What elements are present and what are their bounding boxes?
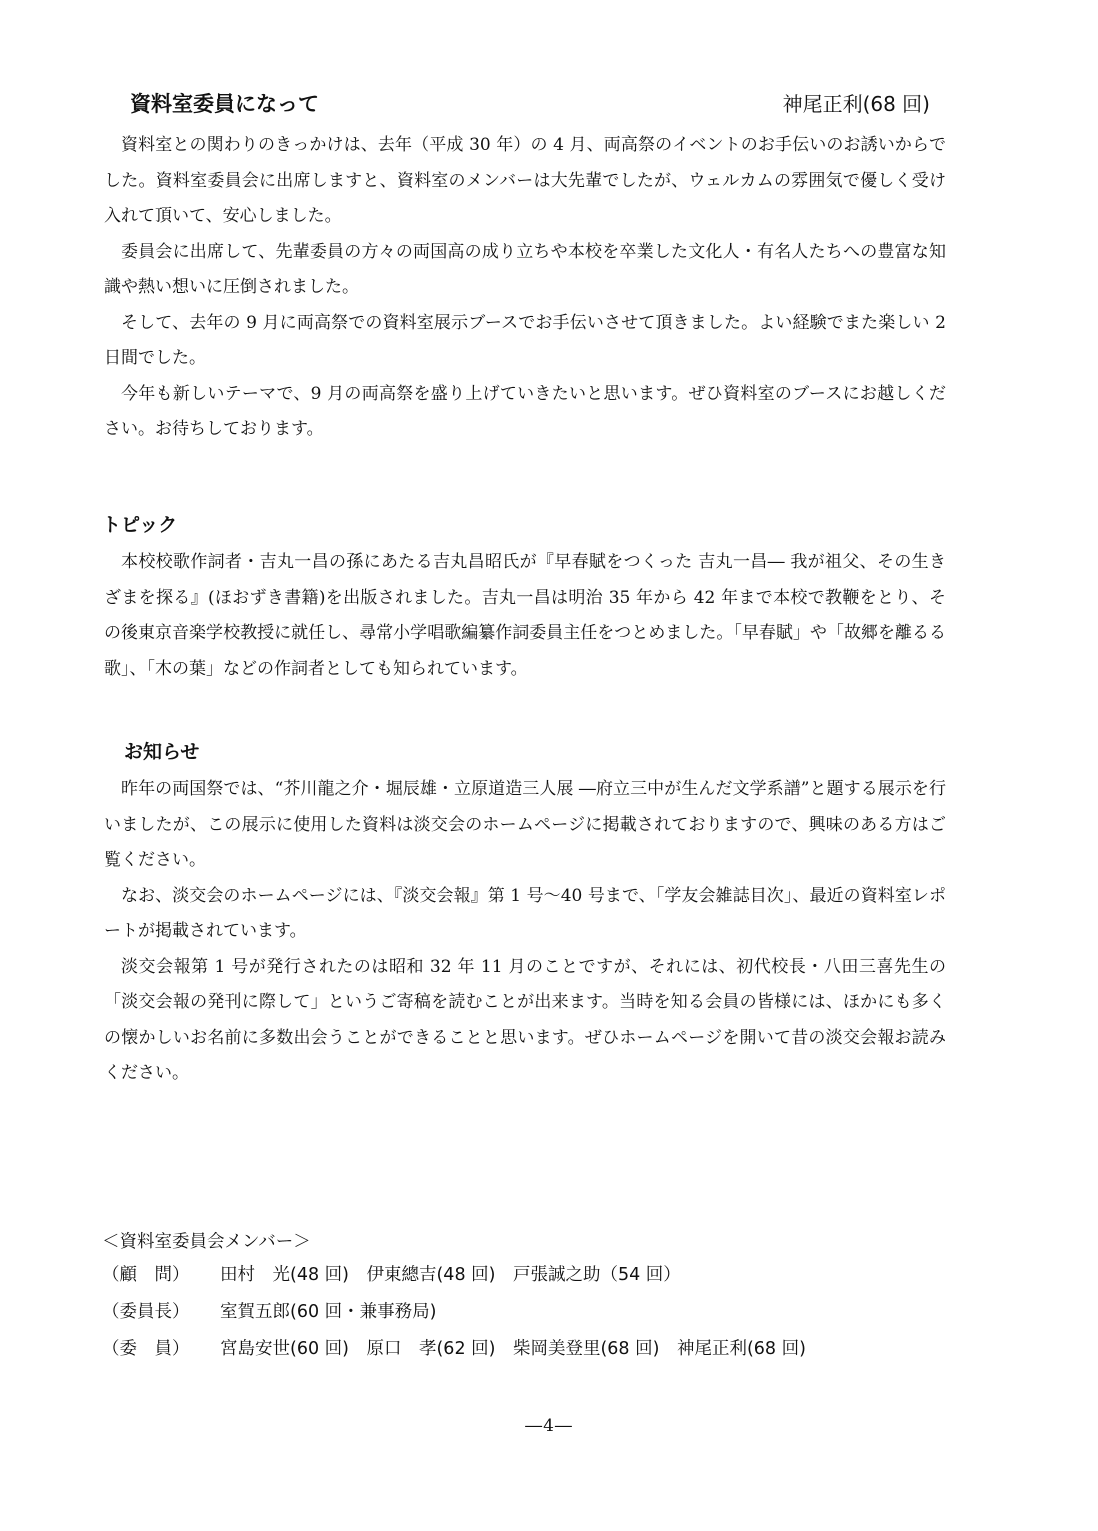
member-role: （顧 問） (102, 1265, 190, 1285)
member-row (102, 1257, 681, 1294)
page-number: ―4― (525, 1416, 573, 1436)
article-paragraph: そして、去年の 9 月に両高祭での資料室展示ブースでお手伝いさせて頂きました。よい経験でまた楽しい 2 日間でした。 (104, 312, 946, 368)
notice-paragraph: 淡交会報第 1 号が発行されたのは昭和 32 年 11 月のことですが、それには、初代校長・八田三喜先生の「淡交会報の発刊に際して」というご寄稿を読むことが出来ます。当時を知る会員の皆様には、ほかにも多くの懐かしいお名前に多数出会うことができることと思います。ぜひホームページを開いて昔の淡交会報お読みください。 (104, 956, 946, 1083)
topic-heading: トピック (102, 514, 178, 536)
member-role: （委 員） (102, 1339, 190, 1359)
topic-paragraph: 本校校歌作詞者・吉丸一昌の孫にあたる吉丸昌昭氏が『早春賦をつくった 吉丸一昌― 我が祖父、その生きざまを探る』(ほおずき書籍)を出版されました。吉丸一昌は明治 35 年から 42 年まで本校で教鞭をとり、その後東京音楽学校教授に就任し、尋常小学唱歌編纂作詞委員主任をつとめました。「早春賦」や「故郷を離るる歌」、「木の葉」などの作詞者としても知られています。 (104, 552, 946, 679)
committee-members (102, 1227, 806, 1368)
article-title: 資料室委員になって (130, 92, 319, 116)
article-paragraph: 資料室との関わりのきっかけは、去年（平成 30 年）の 4 月、両高祭のイベントのお手伝いのお誘いからでした。資料室委員会に出席しますと、資料室のメンバーは大先輩でしたが、ウェルカムの雰囲気で優しく受け入れて頂いて、安心しました。 (104, 135, 946, 226)
article-author: 神尾正利(68 回) (782, 92, 930, 116)
topic-body (104, 545, 946, 687)
article-paragraph: 今年も新しいテーマで、9 月の両高祭を盛り上げていきたいと思います。ぜひ資料室のブースにお越しください。お待ちしております。 (104, 383, 946, 439)
member-names: 室賀五郎(60 回・兼事務局) (220, 1302, 437, 1322)
notice-heading: お知らせ (124, 741, 200, 763)
member-names: 宮島安世(60 回) 原口 孝(62 回) 柴岡美登里(68 回) 神尾正利(68 回) (220, 1339, 806, 1359)
article-header (130, 88, 930, 122)
member-row (102, 1331, 806, 1368)
notice-paragraph: 昨年の両国祭では、“芥川龍之介・堀辰雄・立原道造三人展 ―府立三中が生んだ文学系譜”と題する展示を行いましたが、この展示に使用した資料は淡交会のホームページに掲載されておりますので、興味のある方はご覧ください。 (104, 779, 946, 870)
member-row (102, 1294, 437, 1331)
article-body (104, 128, 946, 448)
notice-body (104, 772, 946, 1092)
member-role: （委員長） (102, 1302, 190, 1322)
members-title: ＜資料室委員会メンバー＞ (102, 1232, 311, 1252)
article-paragraph: 委員会に出席して、先輩委員の方々の両国高の成り立ちや本校を卒業した文化人・有名人たちへの豊富な知識や熱い想いに圧倒されました。 (104, 241, 946, 297)
member-names: 田村 光(48 回) 伊東總吉(48 回) 戸張誠之助（54 回） (220, 1265, 681, 1285)
notice-paragraph: なお、淡交会のホームページには、『淡交会報』第 1 号～40 号まで、「学友会雑誌目次」、最近の資料室レポートが掲載されています。 (104, 885, 946, 941)
